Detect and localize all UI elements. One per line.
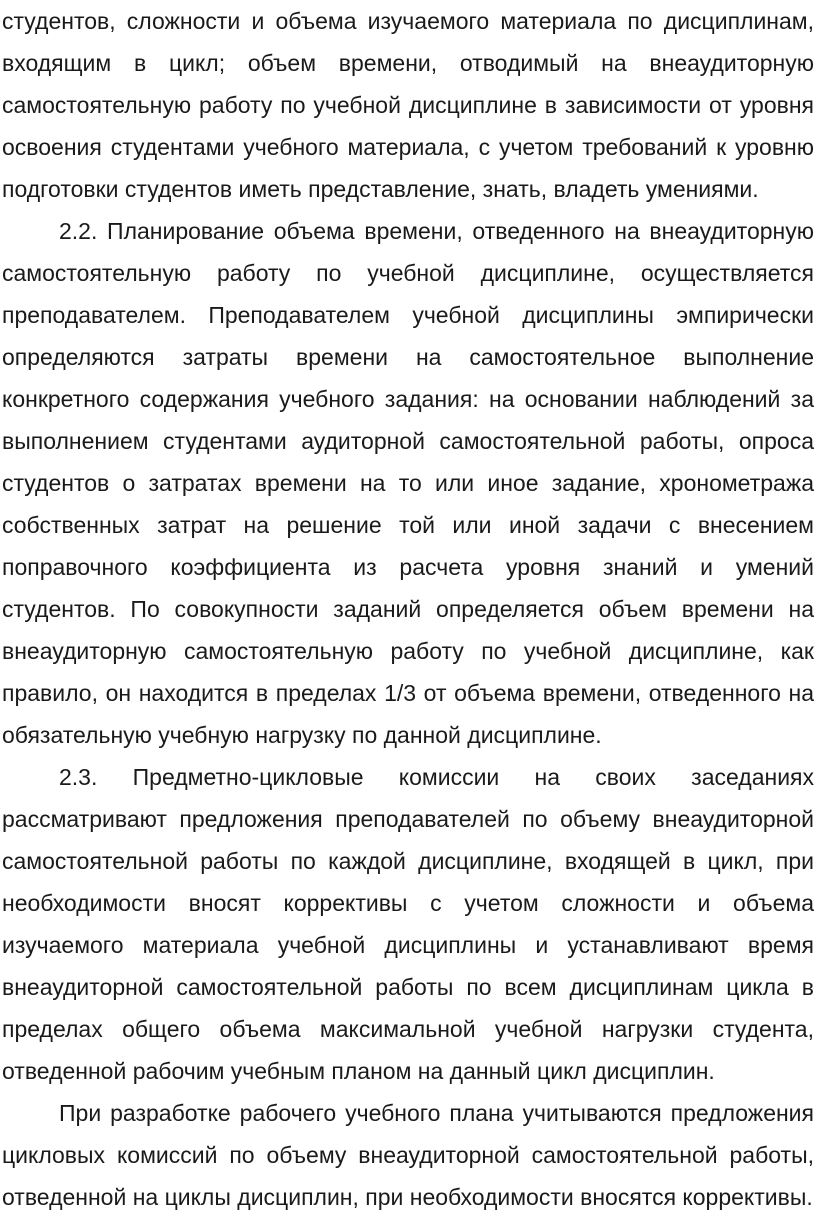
- paragraph-2-2: 2.2. Планирование объема времени, отведенного на внеаудиторную самостоятельную работу по учебной дисциплине, осуществляется преподавателем. Преподавателем учебной дисциплины эмпирически определяются затраты времени на самостоятельное выполнение конкретного содержания учебного задания: на основании наблюдений за выполнением студентами аудиторной самостоятельной работы, опроса студентов о затратах времени на то или иное задание, хронометража собственных затрат на решение той или иной задачи с внесением поправочного коэффициента из расчета уровня знаний и умений студентов. По совокупности заданий определяется объем времени на внеаудиторную самостоятельную работу по учебной дисциплине, как правило, он находится в пределах 1/3 от объема времени, отведенного на обязательную учебную нагрузку по данной дисциплине.: [2, 218, 814, 748]
- paragraph-continuation: студентов, сложности и объема изучаемого материала по дисциплинам, входящим в цикл; объем времени, отводимый на внеаудиторную самостоятельную работу по учебной дисциплине в зависимости от уровня освоения студентами учебного материала, с учетом требований к уровню подготовки студентов иметь представление, знать, владеть умениями.: [2, 8, 814, 202]
- paragraph-curriculum: При разработке рабочего учебного плана учитываются предложения цикловых комиссий по объему внеаудиторной самостоятельной работы, отведенной на циклы дисциплин, при необходимости вносятся коррективы.: [2, 1100, 814, 1210]
- paragraph-2-3: 2.3. Предметно-цикловые комиссии на своих заседаниях рассматривают предложения преподавателей по объему внеаудиторной самостоятельной работы по каждой дисциплине, входящей в цикл, при необходимости вносят коррективы с учетом сложности и объема изучаемого материала учебной дисциплины и устанавливают время внеаудиторной самостоятельной работы по всем дисциплинам цикла в пределах общего объема максимальной учебной нагрузки студента, отведенной рабочим учебным планом на данный цикл дисциплин.: [2, 764, 814, 1084]
- document-page: [2, 0, 814, 1218]
